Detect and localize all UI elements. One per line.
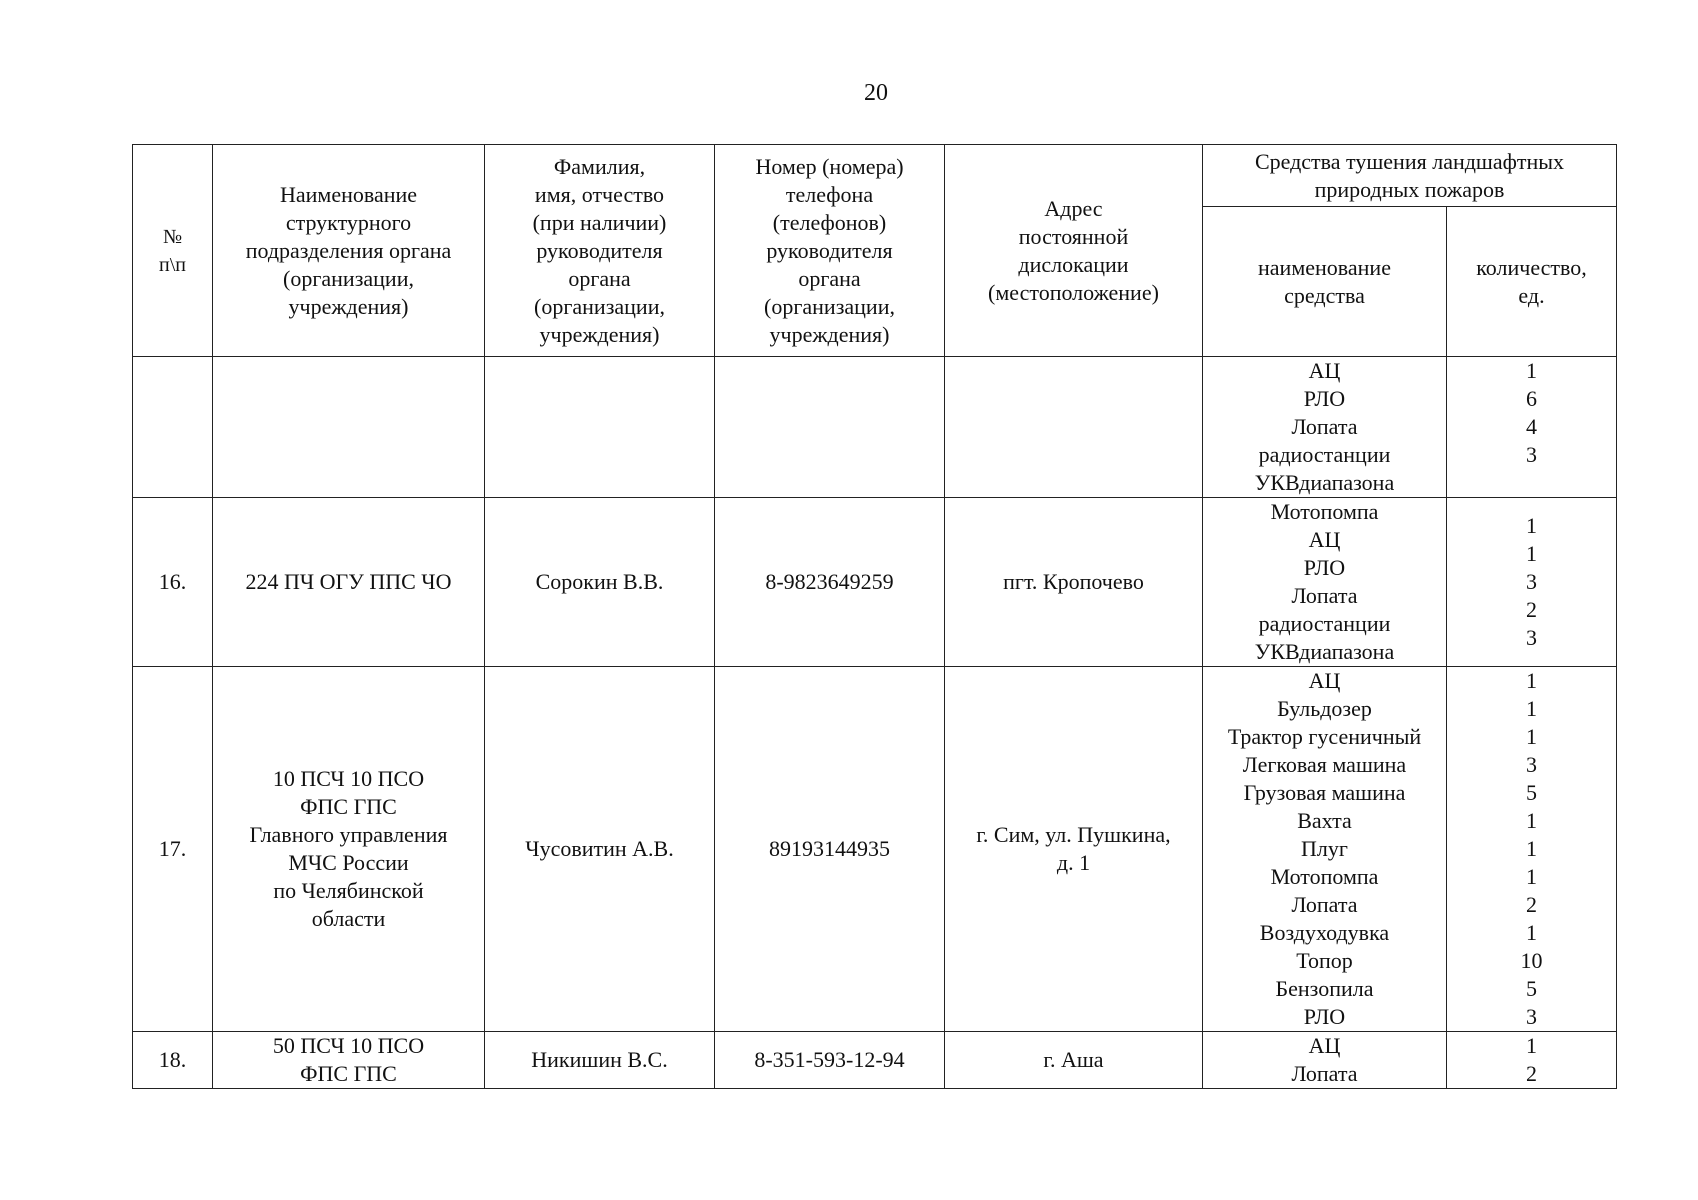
cell-head: Чусовитин А.В.: [485, 667, 715, 1032]
cell-head: Сорокин В.В.: [485, 498, 715, 667]
cell-address: пгт. Кропочево: [945, 498, 1203, 667]
cell-org: 224 ПЧ ОГУ ППС ЧО: [213, 498, 485, 667]
fire-means-table: [132, 144, 1617, 1089]
cell-phone: 89193144935: [715, 667, 945, 1032]
cell-phone: [715, 357, 945, 498]
table-row: [133, 667, 1617, 1032]
cell-org: 10 ПСЧ 10 ПСО ФПС ГПС Главного управления МЧС России по Челябинской области: [213, 667, 485, 1032]
table-row: [133, 357, 1617, 498]
cell-num: 17.: [133, 667, 213, 1032]
cell-num: 18.: [133, 1032, 213, 1089]
cell-head: [485, 357, 715, 498]
table-row: [133, 1032, 1617, 1089]
cell-num: [133, 357, 213, 498]
cell-num: 16.: [133, 498, 213, 667]
cell-address: г. Сим, ул. Пушкина, д. 1: [945, 667, 1203, 1032]
cell-means: АЦ Лопата: [1203, 1032, 1447, 1089]
header-head-name: Фамилия, имя, отчество (при наличии) руководителя органа (организации, учреждения): [485, 145, 715, 357]
page-number: 20: [864, 80, 888, 106]
header-address: Адрес постоянной дислокации (местоположение): [945, 145, 1203, 357]
header-means-group: Средства тушения ландшафтных природных пожаров: [1203, 145, 1617, 207]
cell-qty: 1 2: [1447, 1032, 1617, 1089]
cell-qty: 1 1 3 2 3: [1447, 498, 1617, 667]
cell-org: 50 ПСЧ 10 ПСО ФПС ГПС: [213, 1032, 485, 1089]
cell-phone: 8-351-593-12-94: [715, 1032, 945, 1089]
cell-qty: 1 6 4 3: [1447, 357, 1617, 498]
header-org-name: Наименование структурного подразделения органа (организации, учреждения): [213, 145, 485, 357]
cell-means: Мотопомпа АЦ РЛО Лопата радиостанции УКВдиапазона: [1203, 498, 1447, 667]
table-row: [133, 498, 1617, 667]
header-phone: Номер (номера) телефона (телефонов) руководителя органа (организации, учреждения): [715, 145, 945, 357]
cell-phone: 8-9823649259: [715, 498, 945, 667]
cell-org: [213, 357, 485, 498]
cell-qty: 1 1 1 3 5 1 1 1 2 1 10 5 3: [1447, 667, 1617, 1032]
header-means-qty: количество, ед.: [1447, 207, 1617, 357]
cell-means: АЦ Бульдозер Трактор гусеничный Легковая машина Грузовая машина Вахта Плуг Мотопомпа Лопата Воздуходувка Топор Бензопила РЛО: [1203, 667, 1447, 1032]
header-num: № п\п: [133, 145, 213, 357]
cell-address: г. Аша: [945, 1032, 1203, 1089]
cell-head: Никишин В.С.: [485, 1032, 715, 1089]
cell-address: [945, 357, 1203, 498]
cell-means: АЦ РЛО Лопата радиостанции УКВдиапазона: [1203, 357, 1447, 498]
header-means-name: наименование средства: [1203, 207, 1447, 357]
